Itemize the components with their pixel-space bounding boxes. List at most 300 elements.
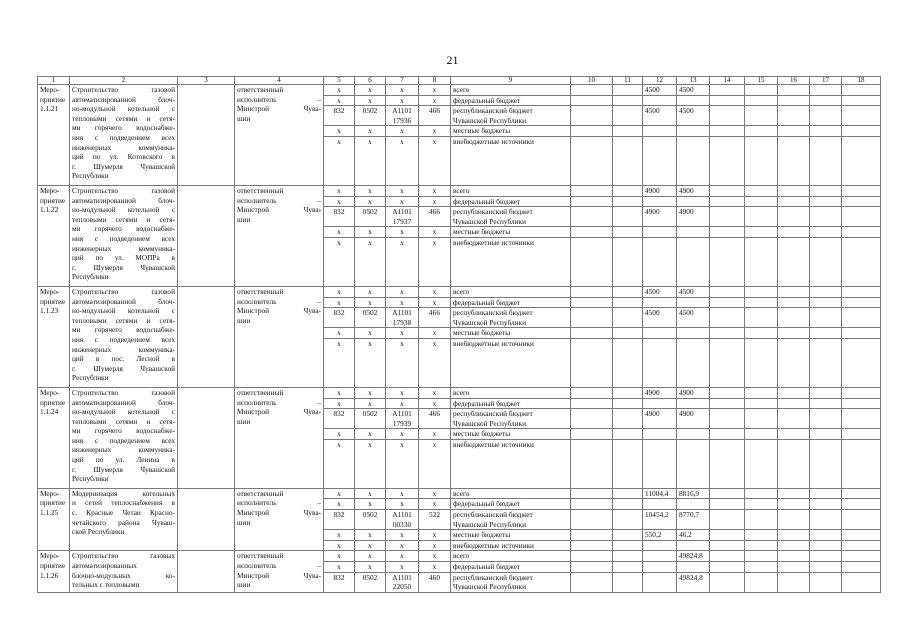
measure-id-line: 1.1.24	[40, 407, 59, 417]
x-cell	[419, 398, 451, 409]
x-cell	[324, 286, 355, 297]
measure-name-line: автоматизированной блоч-	[72, 296, 175, 306]
measure-id-cell	[38, 286, 70, 387]
value-cell-col12	[643, 510, 677, 530]
value-cell-col12	[643, 387, 677, 398]
value-cell-col12	[643, 562, 677, 573]
executor-line: ответственный	[237, 551, 284, 561]
amount-value: 11004,4	[645, 488, 669, 498]
measure-name-line: и сетей теплоснабжения в	[72, 498, 175, 508]
x-cell	[386, 196, 419, 207]
measure-id-line: Меро-	[40, 286, 60, 296]
value-cell-col18	[842, 286, 881, 297]
x-cell	[324, 540, 355, 551]
x-mark: x	[337, 439, 341, 449]
executor-line: Минстрой Чува-	[237, 306, 321, 316]
value-cell-col12	[643, 106, 677, 126]
value-cell-col14	[710, 308, 745, 328]
measure-id-line: 1.1.26	[40, 570, 59, 580]
x-mark: x	[368, 286, 372, 296]
x-cell	[355, 95, 386, 106]
funding-source-cell	[451, 338, 571, 387]
amount-value: 8816,9	[679, 488, 700, 498]
column-header-7: 7	[386, 77, 419, 85]
measure-name-line: тепловыми сетями и сетя-	[72, 315, 175, 325]
funding-source-line: Чувашской Республики	[453, 582, 526, 592]
x-mark: x	[400, 85, 404, 94]
measure-row	[38, 185, 881, 196]
value-cell-col11	[613, 237, 643, 286]
value-cell-col17	[810, 207, 842, 227]
amount-value: 550,2	[645, 530, 662, 540]
value-cell-col12	[643, 196, 677, 207]
empty-cell-col3	[178, 488, 235, 551]
value-cell-col11	[613, 136, 643, 185]
gr-code: 832	[333, 106, 345, 116]
funding-source-cell	[451, 530, 571, 541]
empty-cell-col3	[178, 387, 235, 488]
value-cell-col16	[778, 237, 810, 286]
measure-name-line: Строительство газовой	[72, 286, 175, 296]
x-mark: x	[368, 338, 372, 348]
x-cell	[324, 439, 355, 488]
measure-id-line: 1.1.21	[40, 104, 59, 114]
x-cell	[355, 530, 386, 541]
x-mark: x	[337, 530, 341, 540]
value-cell-col15	[745, 499, 778, 510]
measure-name-line: но-модульной котельной с	[72, 205, 175, 215]
measure-row	[38, 387, 881, 398]
x-cell	[419, 126, 451, 137]
value-cell-col16	[778, 227, 810, 238]
value-cell-col15	[745, 136, 778, 185]
x-mark: x	[400, 136, 404, 146]
x-mark: x	[432, 488, 437, 498]
x-mark: x	[337, 297, 341, 307]
x-mark: x	[432, 429, 437, 439]
funding-source-cell	[451, 196, 571, 207]
x-cell	[386, 488, 419, 499]
value-cell-col17	[810, 286, 842, 297]
funding-source-cell	[451, 398, 571, 409]
value-cell-col13	[677, 488, 710, 499]
column-header-6: 6	[355, 77, 386, 85]
value-cell-col10	[571, 106, 613, 126]
x-mark: x	[432, 297, 437, 307]
x-cell	[386, 185, 419, 196]
x-cell	[324, 499, 355, 510]
value-cell-col13	[677, 540, 710, 551]
value-cell-col11	[613, 185, 643, 196]
value-cell-col13	[677, 562, 710, 573]
rz-pr-code: 0502	[362, 207, 378, 217]
column-header-9: 9	[451, 77, 571, 85]
value-cell-col16	[778, 562, 810, 573]
executor-line: исполнитель –	[237, 94, 321, 104]
x-cell	[355, 488, 386, 499]
funding-source-line: Чувашской Республики	[453, 115, 526, 125]
value-cell-col13	[677, 308, 710, 328]
amount-value: 4500	[645, 286, 660, 296]
executor-cell	[235, 551, 324, 592]
funding-source-line: местные бюджеты	[453, 530, 511, 540]
x-mark: x	[432, 439, 437, 449]
value-cell-col15	[745, 530, 778, 541]
vr-cell	[419, 207, 451, 227]
x-cell	[355, 297, 386, 308]
csr-line: 17936	[392, 115, 412, 125]
x-cell	[386, 95, 419, 106]
csr-line: 22050	[392, 582, 412, 592]
vr-code: 522	[429, 510, 440, 520]
funding-source-line: всего	[453, 387, 470, 397]
value-cell-col18	[842, 387, 881, 398]
measure-row	[38, 488, 881, 499]
funding-source-line: республиканский бюджет	[453, 572, 533, 582]
measure-name-line: Республики	[72, 474, 109, 484]
empty-cell-col3	[178, 286, 235, 387]
x-mark: x	[400, 196, 404, 206]
funding-source-cell	[451, 540, 571, 551]
gr-code-cell	[324, 308, 355, 328]
gr-code-cell	[324, 207, 355, 227]
value-cell-col17	[810, 562, 842, 573]
value-cell-col15	[745, 488, 778, 499]
funding-source-cell	[451, 488, 571, 499]
value-cell-col16	[778, 439, 810, 488]
value-cell-col11	[613, 551, 643, 562]
x-mark: x	[432, 328, 437, 338]
funding-source-line: республиканский бюджет	[453, 510, 533, 520]
value-cell-col10	[571, 237, 613, 286]
x-mark: x	[400, 551, 404, 561]
amount-value: 4900	[679, 207, 694, 217]
value-cell-col13	[677, 338, 710, 387]
value-cell-col15	[745, 572, 778, 592]
x-mark: x	[432, 551, 437, 561]
measure-name-line: инженерных коммуника-	[72, 344, 175, 354]
column-header-8: 8	[419, 77, 451, 85]
x-cell	[419, 439, 451, 488]
x-cell	[386, 286, 419, 297]
csr-line: А1101	[392, 572, 412, 582]
value-cell-col18	[842, 85, 881, 96]
column-header-3: 3	[178, 77, 235, 85]
amount-value: 4500	[645, 106, 660, 116]
value-cell-col12	[643, 530, 677, 541]
value-cell-col18	[842, 530, 881, 541]
executor-line: ответственный	[237, 85, 284, 94]
measure-row	[38, 286, 881, 297]
value-cell-col11	[613, 207, 643, 227]
value-cell-col16	[778, 429, 810, 440]
value-cell-col16	[778, 530, 810, 541]
x-mark: x	[337, 499, 341, 509]
value-cell-col17	[810, 398, 842, 409]
funding-source-line: местные бюджеты	[453, 227, 511, 237]
funding-source-line: внебюджетные источники	[453, 237, 534, 247]
x-cell	[386, 398, 419, 409]
measure-name-line: тепловыми сетями и сетя-	[72, 416, 175, 426]
value-cell-col16	[778, 409, 810, 429]
x-mark: x	[337, 387, 341, 397]
measure-name-line: ций по ул. МОПРа в	[72, 253, 175, 263]
amount-value: 46,2	[679, 530, 692, 540]
funding-source-line: всего	[453, 185, 470, 195]
executor-line: Минстрой Чува-	[237, 205, 321, 215]
x-cell	[419, 429, 451, 440]
executor-line: исполнитель –	[237, 397, 321, 407]
value-cell-col14	[710, 237, 745, 286]
x-cell	[419, 286, 451, 297]
x-cell	[324, 185, 355, 196]
x-cell	[419, 185, 451, 196]
x-cell	[419, 551, 451, 562]
value-cell-col15	[745, 185, 778, 196]
measure-name-line: г. Шумерля Чувашской	[72, 161, 175, 171]
rz-pr-code: 0502	[362, 510, 378, 520]
x-cell	[355, 540, 386, 551]
amount-value: 4500	[679, 308, 694, 318]
measure-name-line: инженерных коммуника-	[72, 445, 175, 455]
rz-pr-cell	[355, 409, 386, 429]
funding-source-cell	[451, 136, 571, 185]
value-cell-col14	[710, 510, 745, 530]
value-cell-col16	[778, 85, 810, 96]
measure-name-line: г. Шумерля Чувашской	[72, 464, 175, 474]
funding-source-line: федеральный бюджет	[453, 95, 521, 105]
value-cell-col18	[842, 136, 881, 185]
measure-id-line: Меро-	[40, 488, 60, 498]
executor-line: Минстрой Чува-	[237, 407, 321, 417]
csr-line: 17938	[392, 317, 412, 327]
funding-source-cell	[451, 572, 571, 592]
value-cell-col10	[571, 286, 613, 297]
x-mark: x	[400, 185, 404, 195]
funding-source-cell	[451, 207, 571, 227]
x-mark: x	[432, 227, 437, 237]
measure-id-cell	[38, 387, 70, 488]
x-cell	[324, 136, 355, 185]
value-cell-col15	[745, 398, 778, 409]
measure-name-line: инженерных коммуника-	[72, 243, 175, 253]
value-cell-col10	[571, 510, 613, 530]
executor-cell	[235, 488, 324, 551]
x-mark: x	[368, 530, 372, 540]
value-cell-col10	[571, 185, 613, 196]
value-cell-col17	[810, 338, 842, 387]
x-cell	[386, 387, 419, 398]
measure-name-line: ния с подведением всех	[72, 233, 175, 243]
x-cell	[355, 227, 386, 238]
csr-line: А1101	[392, 308, 412, 318]
x-cell	[386, 237, 419, 286]
value-cell-col14	[710, 530, 745, 541]
measure-name-cell	[70, 488, 178, 551]
value-cell-col15	[745, 328, 778, 339]
value-cell-col12	[643, 409, 677, 429]
value-cell-col11	[613, 499, 643, 510]
funding-source-line: Чувашской Республики	[453, 418, 526, 428]
x-mark: x	[432, 95, 437, 105]
x-cell	[386, 540, 419, 551]
value-cell-col17	[810, 540, 842, 551]
column-header-13: 13	[677, 77, 710, 85]
funding-source-line: Чувашской Республики	[453, 216, 526, 226]
x-mark: x	[368, 85, 372, 94]
rz-pr-code: 0502	[362, 308, 378, 318]
value-cell-col11	[613, 196, 643, 207]
value-cell-col10	[571, 227, 613, 238]
value-cell-col14	[710, 196, 745, 207]
value-cell-col14	[710, 85, 745, 96]
value-cell-col17	[810, 551, 842, 562]
x-cell	[324, 530, 355, 541]
value-cell-col15	[745, 439, 778, 488]
funding-source-cell	[451, 499, 571, 510]
x-cell	[386, 562, 419, 573]
value-cell-col16	[778, 572, 810, 592]
amount-value: 8770,7	[679, 510, 700, 520]
x-cell	[355, 126, 386, 137]
value-cell-col15	[745, 207, 778, 227]
value-cell-col13	[677, 387, 710, 398]
x-mark: x	[337, 551, 341, 561]
value-cell-col11	[613, 398, 643, 409]
x-mark: x	[337, 338, 341, 348]
amount-value: 4900	[645, 409, 660, 419]
vr-code: 466	[429, 308, 440, 318]
x-cell	[419, 387, 451, 398]
x-mark: x	[400, 488, 404, 498]
x-mark: x	[432, 338, 437, 348]
value-cell-col13	[677, 398, 710, 409]
executor-cell	[235, 185, 324, 286]
vr-cell	[419, 409, 451, 429]
x-mark: x	[337, 85, 341, 94]
x-mark: x	[337, 328, 341, 338]
vr-code: 466	[429, 207, 440, 217]
x-cell	[355, 237, 386, 286]
measure-name-line: Республики	[72, 272, 109, 282]
x-mark: x	[400, 237, 404, 247]
value-cell-col11	[613, 510, 643, 530]
csr-line: 17939	[392, 418, 412, 428]
value-cell-col17	[810, 499, 842, 510]
value-cell-col18	[842, 572, 881, 592]
x-cell	[419, 499, 451, 510]
x-cell	[355, 429, 386, 440]
value-cell-col15	[745, 106, 778, 126]
x-mark: x	[368, 95, 372, 105]
x-cell	[355, 286, 386, 297]
gr-code-cell	[324, 106, 355, 126]
value-cell-col12	[643, 439, 677, 488]
value-cell-col16	[778, 540, 810, 551]
empty-cell-col3	[178, 85, 235, 186]
x-cell	[355, 328, 386, 339]
measure-name-line: тепловыми сетями и сетя-	[72, 214, 175, 224]
measure-name-line: тельных с тепловыми	[72, 580, 140, 590]
funding-source-line: местные бюджеты	[453, 126, 511, 136]
value-cell-col13	[677, 551, 710, 562]
x-cell	[324, 429, 355, 440]
value-cell-col11	[613, 439, 643, 488]
measure-name-cell	[70, 85, 178, 186]
vr-code: 466	[429, 106, 440, 116]
executor-line: шии	[237, 113, 251, 123]
value-cell-col17	[810, 95, 842, 106]
column-header-16: 16	[778, 77, 810, 85]
value-cell-col18	[842, 429, 881, 440]
value-cell-col16	[778, 308, 810, 328]
rz-pr-code: 0502	[362, 572, 378, 582]
x-mark: x	[337, 237, 341, 247]
x-mark: x	[432, 196, 437, 206]
x-cell	[386, 530, 419, 541]
value-cell-col18	[842, 562, 881, 573]
executor-line: ответственный	[237, 185, 284, 195]
x-cell	[324, 95, 355, 106]
measure-name-line: Строительство газовой	[72, 185, 175, 195]
x-cell	[324, 85, 355, 96]
x-mark: x	[368, 136, 372, 146]
executor-line: Минстрой Чува-	[237, 570, 321, 580]
measure-id-line: Меро-	[40, 85, 60, 94]
measure-name-line: Республики	[72, 373, 109, 383]
x-mark: x	[400, 540, 404, 550]
measure-name-line: г. Шумерля Чувашской	[72, 363, 175, 373]
x-cell	[386, 338, 419, 387]
x-mark: x	[400, 429, 404, 439]
value-cell-col13	[677, 409, 710, 429]
value-cell-col17	[810, 136, 842, 185]
value-cell-col11	[613, 286, 643, 297]
funding-source-cell	[451, 106, 571, 126]
value-cell-col15	[745, 540, 778, 551]
value-cell-col12	[643, 338, 677, 387]
x-mark: x	[368, 126, 372, 136]
x-cell	[355, 499, 386, 510]
x-cell	[355, 551, 386, 562]
column-header-10: 10	[571, 77, 613, 85]
x-mark: x	[337, 562, 341, 572]
x-mark: x	[432, 136, 437, 146]
x-mark: x	[337, 488, 341, 498]
funding-source-cell	[451, 237, 571, 286]
value-cell-col11	[613, 572, 643, 592]
funding-source-line: федеральный бюджет	[453, 499, 521, 509]
executor-line: Минстрой Чува-	[237, 104, 321, 114]
value-cell-col14	[710, 551, 745, 562]
column-header-2: 2	[70, 77, 178, 85]
x-cell	[419, 297, 451, 308]
value-cell-col18	[842, 237, 881, 286]
x-mark: x	[368, 398, 372, 408]
empty-cell-col3	[178, 551, 235, 592]
value-cell-col16	[778, 510, 810, 530]
funding-source-line: федеральный бюджет	[453, 562, 521, 572]
value-cell-col18	[842, 126, 881, 137]
value-cell-col10	[571, 85, 613, 96]
value-cell-col10	[571, 328, 613, 339]
measure-name-line: Республики	[72, 171, 109, 181]
value-cell-col13	[677, 572, 710, 592]
amount-value: 4900	[645, 185, 660, 195]
value-cell-col17	[810, 227, 842, 238]
x-cell	[324, 297, 355, 308]
funding-source-line: внебюджетные источники	[453, 136, 534, 146]
